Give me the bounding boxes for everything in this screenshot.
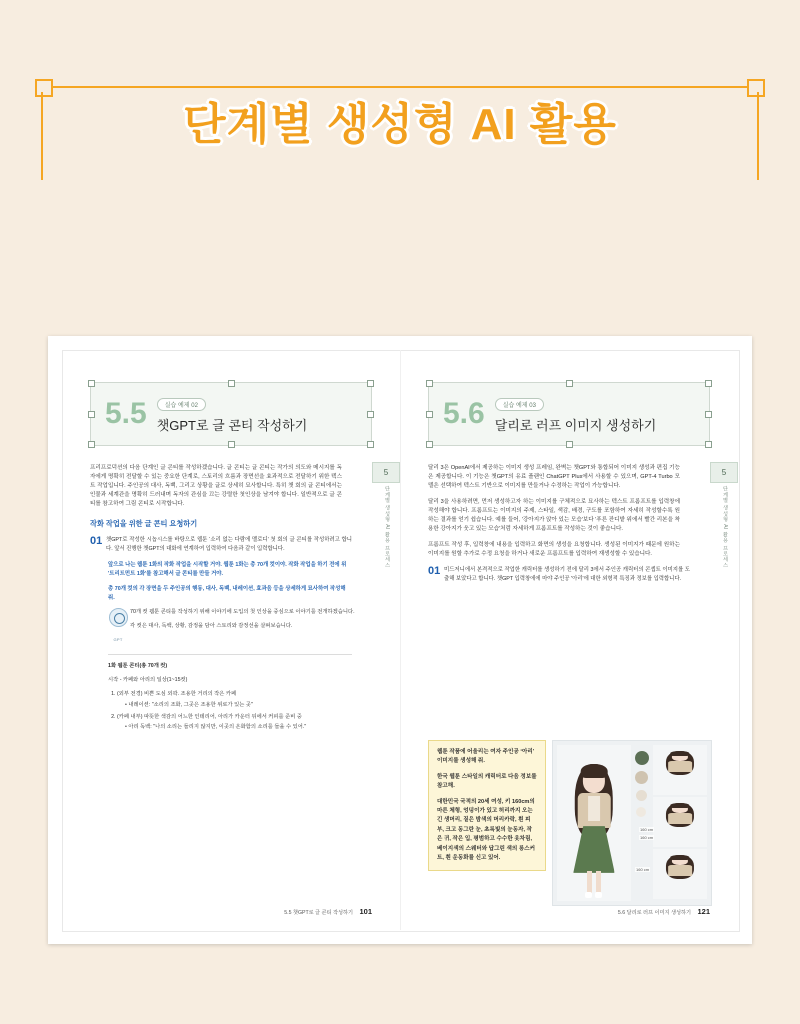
- left-gpt-answer-text: [130, 608, 356, 646]
- selection-handle[interactable]: [367, 441, 374, 448]
- selection-handle[interactable]: [88, 411, 95, 418]
- right-intro-paragraph-1: 달리 3은 OpenAI에서 제공하는 이미지 생성 프레임, 완벽는 챗GPT와 통합되어 이미지 생성과 편집 기능은 제공합니다. 이 기능은 챗GPT의 유료 플랜인 ChatGPT Plus에서 사용할 수 있으며, GPT-4 Turbo 모델은 선택하여 텍스트 기반으로 이미지를 만들거나 수정하는 작업이 가능합니다.: [428, 465, 680, 489]
- sweater-shape: [668, 813, 692, 824]
- gpt-logo-icon: [109, 608, 128, 627]
- selection-handle[interactable]: [426, 441, 433, 448]
- left-intro-paragraph: 프리프로덕션의 다음 단계인 글 콘티를 작성하겠습니다. 글 콘티는 글 콘티는 작가의 의도와 메시지를 독자에게 명확히 전달할 수 있는 중요한 단계로, 스토리의 흐름과 장면선을 효과적으로 전달하기 위한 텍스트 작업입니다. 주인공의 대사, 독백, 그리고 상황을 글로 상세히 묘사합니다. 특히 챗 회의 글 콘티에서는 인물과 세계관을 명확히 드러내며 독자의 관심을 끄는 강렬한 첫인상을 남겨야 합니다. 일반적으로 글 콘티를 참고하여 그림 콘티로 시작합니다.: [90, 465, 342, 507]
- left-list-subtitle: 시작 - 카페와 아리의 일상(1~15컷): [108, 677, 188, 684]
- height-label-thumb: 160 cm: [636, 867, 650, 872]
- selection-handle[interactable]: [228, 380, 235, 387]
- left-section-badge: 실습 예제 02: [157, 398, 206, 411]
- left-subheading: 작화 작업을 위한 글 콘티 요청하기: [90, 519, 198, 528]
- selection-handle[interactable]: [88, 380, 95, 387]
- right-section-badge: 실습 예제 03: [495, 398, 544, 411]
- character-thumbnail: [653, 797, 707, 847]
- height-label-main: 160 cm: [640, 827, 654, 832]
- left-section-text: [157, 394, 371, 434]
- right-section-number: 5.6: [443, 397, 485, 430]
- bangs-shape: [670, 751, 689, 756]
- height-label-alt: 160 cm: [640, 835, 654, 840]
- character-illustration: [653, 849, 707, 899]
- list-item-subs: [117, 701, 352, 710]
- left-gpt-line-1: 70개 컷 웹툰 콘티를 작성하기 위해 이야기에 도입의 첫 인상을 중심으로 이야기를 전개하겠습니다.: [130, 609, 355, 616]
- selection-handle[interactable]: [566, 380, 573, 387]
- left-footer-text: 5.5 챗GPT로 글 콘티 작성하기: [284, 910, 354, 916]
- color-swatch-beige: [635, 771, 648, 784]
- right-prompt-line-2: 한국 웹툰 스타일의 캐릭터로 다음 정보를 참고해.: [437, 773, 537, 790]
- inner-shirt-shape: [588, 796, 600, 821]
- right-step-01: [428, 566, 690, 583]
- list-item-text: (카페 내부) 따뜻한 색감의 어느한 인테리어, 아리가 카운터 뒤에서 커피를 준비 중: [117, 713, 302, 720]
- left-page-number: 101: [359, 907, 372, 916]
- list-item-text: (외부 전경) 비쁜 도심 외곽. 조용한 거리의 작은 카페: [117, 690, 237, 697]
- sweater-shape: [668, 761, 692, 772]
- left-divider: [108, 654, 352, 655]
- left-gpt-line-2: 각 컷은 대사, 독백, 상황, 감정을 담아 스토리와 감정선을 살펴보습니다.: [130, 622, 293, 629]
- sweater-shape: [668, 865, 692, 876]
- list-item-sub: • 아리 독백: "나의 소리는 들리지 않지만, 이곳의 온화함의 소리를 들을 수 있어.": [125, 723, 352, 732]
- bangs-shape: [581, 764, 608, 778]
- selection-handle[interactable]: [705, 411, 712, 418]
- selection-handle[interactable]: [705, 441, 712, 448]
- gpt-avatar-label: GPT: [113, 637, 123, 643]
- left-section-header: [90, 382, 372, 446]
- selection-handle[interactable]: [88, 441, 95, 448]
- page-title: 단계별 생성형 AI 활용: [183, 100, 617, 149]
- character-illustration: [557, 745, 631, 901]
- left-step-01: [90, 536, 352, 553]
- skirt-shape: [573, 826, 614, 873]
- left-prompt-line-1: 앞으로 나는 웹툰 1화의 작화 작업을 시작할 거야. 웹툰 1화는 총 70개 컷이야. 작화 작업을 하기 전에 위 '트리트먼트 1화'를 참고해서 글 콘티를 만들 거야.: [108, 562, 347, 577]
- right-section-text: [495, 394, 709, 434]
- left-chapter-tab: 5: [372, 462, 400, 483]
- book-spread: [48, 336, 752, 944]
- generated-image-panel: [552, 740, 712, 906]
- right-prompt-line-1: 웹툰 작품에 어울리는 여자 주인공 ‘아리’ 이미지를 생성해 줘.: [437, 749, 535, 765]
- color-swatch-green: [635, 751, 649, 765]
- leg-shape: [596, 871, 601, 893]
- character-thumbnail: [653, 745, 707, 795]
- left-chapter-side-label: 단계별 생성형 AI 활용 프로세스: [384, 486, 390, 569]
- right-step-text: 미드저니에서 본격적으로 작업한 캐릭터를 생성하기 전에 달리 3에서 주인공 캐릭터의 콘셉트 이미지를 도출해 보았다고 합니다. 챗GPT 입력창에에 마야 주인공 '아리'에 대한 외형적 특징과 정보를 입력합니다.: [444, 567, 690, 582]
- right-intro-paragraph-2: 달리 3을 사용하려면, 먼저 생성하고자 하는 이미지를 구체적으로 묘사하는 텍스트 프롬프트를 입력창에 작성해야 합니다. 프롬프트는 이미지의 주제, 스타일, 색감, 배경, 구도를 포함하여 자세히 작성할수록 원하는 결과를 얻기 쉽습니다. 예를 들어, '강아지가 앉아 있는 모습'보다 '푸른 잔디밭 위에서 빨간 리본을 착용한 강아지가 웃고 있는 모습'처럼 자세하게 프롬프트를 작성하는 것이 좋습니다.: [428, 499, 680, 532]
- shoe-shape: [595, 892, 602, 898]
- right-page-footer: [618, 907, 710, 916]
- left-prompt-block: [108, 561, 352, 602]
- left-intro-text: [90, 464, 342, 509]
- selection-handle[interactable]: [705, 380, 712, 387]
- character-illustration: [653, 745, 707, 795]
- right-prompt-card: [428, 740, 546, 871]
- right-page-number: 121: [697, 907, 710, 916]
- bangs-shape: [670, 803, 689, 808]
- selection-handle[interactable]: [228, 441, 235, 448]
- right-chapter-tab: 5: [710, 462, 738, 483]
- shoe-shape: [585, 892, 592, 898]
- right-page: [400, 350, 738, 930]
- right-prompt-line-3: 대한민국 국적의 20세 여성, 키 160cm의 마른 체형, 엉덩이가 있고 허리까지 오는 긴 생머리, 짙은 밤색의 머리카락, 흰 피부, 크고 동그란 눈, 초록빛의 눈동자, 작은 귀, 작은 입, 평범하고 수수한 옷차림, 베이지색의 스웨터와 답그린 색의 롱스커트, 흰 운동화를 신고 있어.: [437, 798, 536, 862]
- left-prompt-line-2: 총 70개 컷의 각 장면을 두 주인공의 행동, 대사, 독백, 내레이션, 효과음 등을 상세하게 묘사하여 작성해 줘.: [108, 585, 346, 601]
- left-list-items: [108, 690, 352, 732]
- bangs-shape: [670, 855, 689, 860]
- selection-handle[interactable]: [566, 441, 573, 448]
- selection-handle[interactable]: [367, 380, 374, 387]
- selection-handle[interactable]: [426, 380, 433, 387]
- leg-shape: [587, 871, 592, 893]
- color-swatch-white: [636, 807, 646, 817]
- selection-handle[interactable]: [367, 411, 374, 418]
- left-section-title: 챗GPT로 글 콘티 작성하기: [156, 418, 308, 433]
- left-page-footer: [284, 907, 372, 916]
- left-list-title: 1화 웹툰 콘티(총 70개 컷): [108, 663, 168, 670]
- right-intro-text: [428, 464, 680, 559]
- left-step-index: 01: [90, 535, 103, 547]
- right-intro-paragraph-3: 프롬프트 작성 후, 입력창에 내용을 입력하고 화면의 생성을 요청합니다. 생성된 이미지가 때문에 원하는 이미지를 원할 추가로 수정 요청을 하거나 새로운 프롬프트를 입력하여 재생성할 수 있습니다.: [428, 542, 680, 557]
- right-step-index: 01: [428, 565, 441, 577]
- right-section-title: 달리로 러프 이미지 생성하기: [494, 418, 657, 433]
- list-item: [117, 713, 352, 733]
- list-item-sub: • 내레이션: "소리의 조화, 그곳은 조용한 위로가 있는 곳": [125, 701, 352, 710]
- list-item: [117, 690, 352, 710]
- gpt-avatar: [106, 608, 130, 646]
- left-gpt-answer: [106, 608, 356, 646]
- character-main-image: [557, 745, 631, 901]
- left-section-number: 5.5: [105, 397, 147, 430]
- right-footer-text: 5.6 달리로 러프 이미지 생성하기: [617, 910, 692, 916]
- right-section-header: [428, 382, 710, 446]
- list-item-subs: [117, 723, 352, 732]
- selection-handle[interactable]: [426, 411, 433, 418]
- left-page: [62, 350, 400, 930]
- color-swatch-cream: [636, 790, 647, 801]
- left-step-text: 챗GPT로 작성한 시놉시스를 바탕으로 웹툰 ‘소리 없는 다람에 멜로디’ 첫 회의 글 콘티를 작성하려고 합니다. 앞서 진행한 챗GPT의 대화에 연계하여 입력하여 다음과 같이 입력합니다.: [106, 537, 352, 552]
- character-illustration: [653, 797, 707, 847]
- left-storyboard-list: [108, 662, 352, 732]
- right-chapter-side-label: 단계별 생성형 AI 활용 프로세스: [722, 486, 728, 569]
- character-thumbnail: [653, 849, 707, 899]
